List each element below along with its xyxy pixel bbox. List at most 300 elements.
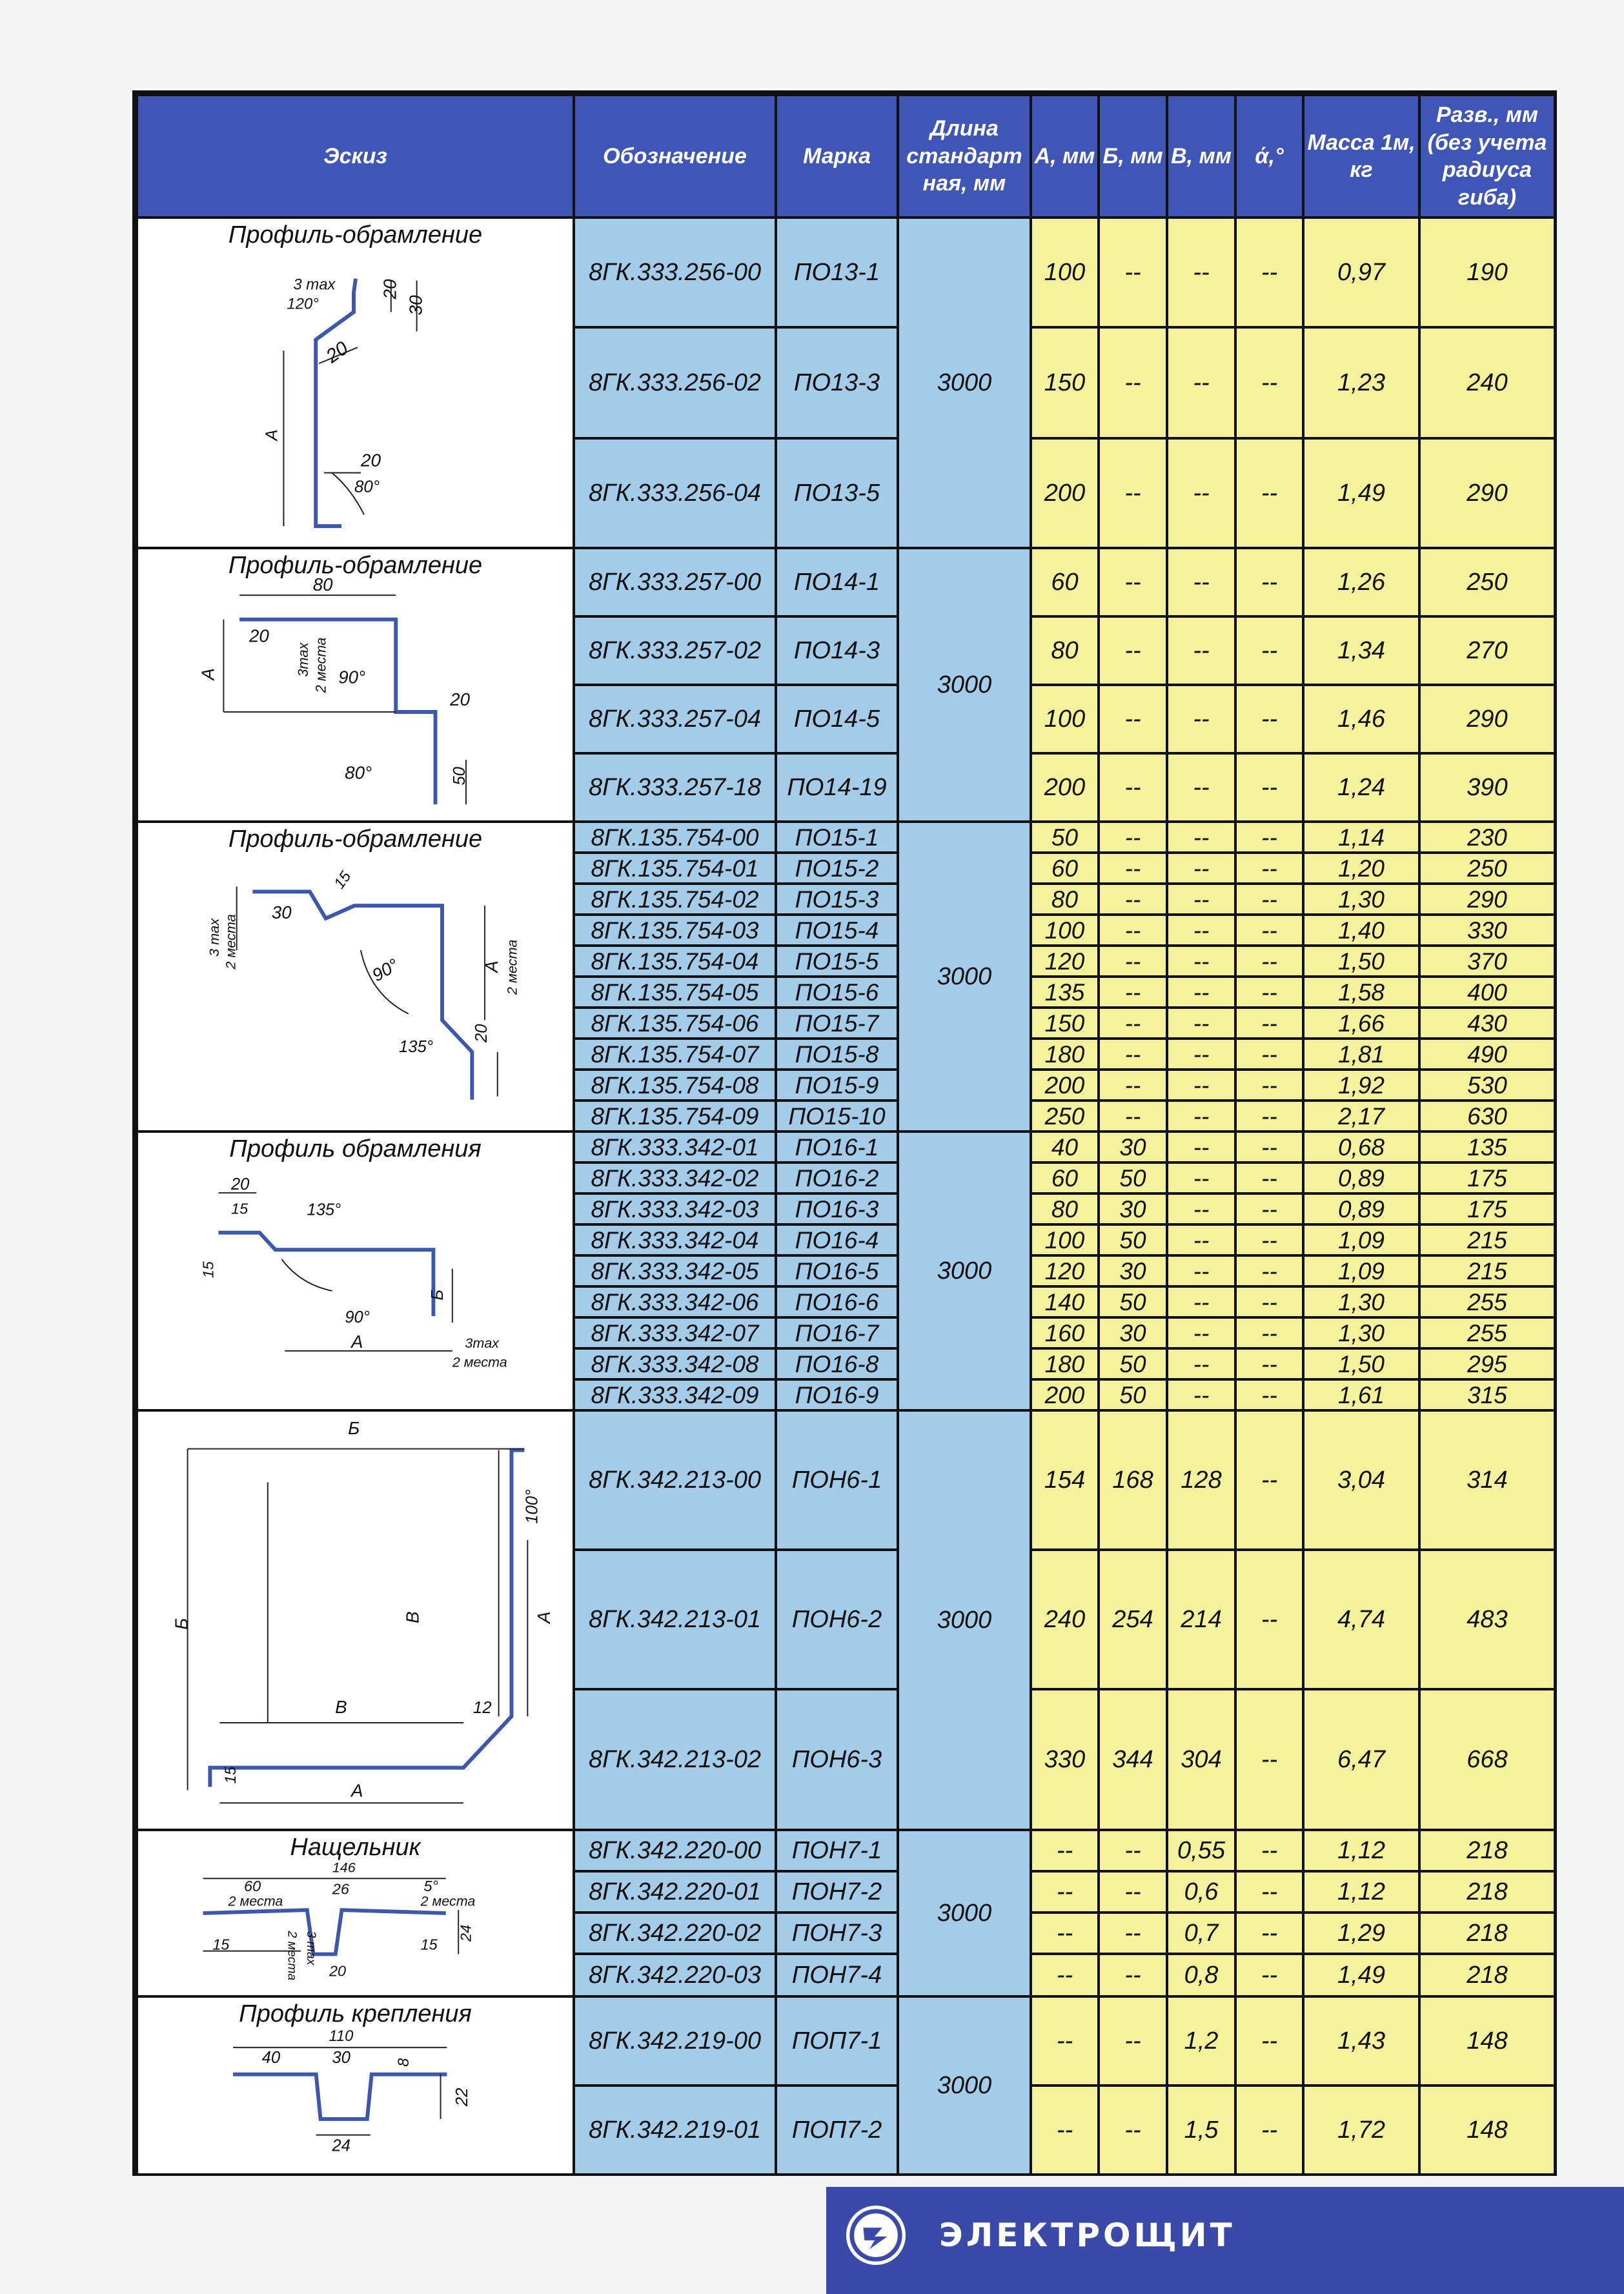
sketch-label: 90° [369,954,402,986]
mark-cell: ПОН6-1 [776,1410,898,1550]
sketch-label: 24 [457,1924,474,1942]
mass-cell: 1,20 [1303,853,1419,884]
brand-name: ЭЛЕКТРОЩИТ [939,2217,1235,2254]
mark-cell: ПО14-5 [776,685,898,753]
angle-cell: -- [1235,1193,1303,1224]
a-cell: 140 [1031,1286,1099,1317]
razv-cell: 175 [1419,1162,1555,1193]
b-cell: 50 [1099,1286,1167,1317]
angle-cell: -- [1235,1954,1303,1996]
razv-cell: 215 [1419,1224,1555,1255]
designation-cell: 8ГК.135.754-05 [574,977,776,1008]
designation-cell: 8ГК.333.342-06 [574,1286,776,1317]
mass-cell: 1,92 [1303,1070,1419,1101]
razv-cell: 240 [1419,327,1555,438]
a-cell: 330 [1031,1689,1099,1830]
sketch-label: 15 [330,868,355,892]
mass-cell: 1,14 [1303,822,1419,853]
a-cell: 100 [1031,218,1099,327]
mark-cell: ПО15-9 [776,1070,898,1101]
v-cell: -- [1167,1379,1235,1410]
b-cell: -- [1099,884,1167,915]
mark-cell: ПО16-5 [776,1255,898,1286]
b-cell: -- [1099,822,1167,853]
razv-cell: 490 [1419,1039,1555,1070]
sketch-label: 24 [332,2137,350,2155]
electroshchit-logo-icon [844,2204,908,2267]
mass-cell: 1,66 [1303,1008,1419,1039]
b-cell: -- [1099,218,1167,327]
v-cell: 0,7 [1167,1913,1235,1954]
razv-cell: 270 [1419,616,1555,685]
razv-cell: 175 [1419,1193,1555,1224]
sketch-label: 26 [332,1880,349,1898]
sketch-cell [137,1410,574,1830]
mark-cell: ПО15-2 [776,853,898,884]
a-cell: 250 [1031,1101,1099,1132]
angle-cell: -- [1235,853,1303,884]
angle-cell: -- [1235,1871,1303,1913]
razv-cell: 135 [1419,1132,1555,1162]
b-cell: 50 [1099,1162,1167,1193]
mass-cell: 0,97 [1303,218,1419,327]
mass-cell: 1,30 [1303,1286,1419,1317]
v-cell: -- [1167,438,1235,548]
designation-cell: 8ГК.342.220-01 [574,1871,776,1913]
angle-cell: -- [1235,977,1303,1008]
mark-cell: ПОН6-3 [776,1689,898,1830]
designation-cell: 8ГК.342.220-02 [574,1913,776,1954]
b-cell: -- [1099,853,1167,884]
b-cell: -- [1099,1070,1167,1101]
mark-cell: ПО14-3 [776,616,898,685]
b-cell: -- [1099,1996,1167,2086]
designation-cell: 8ГК.333.257-18 [574,753,776,822]
designation-cell: 8ГК.135.754-02 [574,884,776,915]
a-cell: 240 [1031,1550,1099,1689]
v-cell: -- [1167,1070,1235,1101]
angle-cell: -- [1235,1913,1303,1954]
b-cell: 50 [1099,1379,1167,1410]
sketch-label: 5° [423,1877,438,1894]
mark-cell: ПО16-8 [776,1348,898,1379]
mass-cell: 1,49 [1303,1954,1419,1996]
sketch-title: Профиль-обрамление [228,552,483,579]
sketch-label: 2 места [228,1893,283,1909]
b-cell: -- [1099,1913,1167,1954]
mass-cell: 0,89 [1303,1193,1419,1224]
b-cell: 30 [1099,1255,1167,1286]
header-mass: Масса 1м, кг [1303,95,1419,218]
angle-cell: -- [1235,1286,1303,1317]
razv-cell: 295 [1419,1348,1555,1379]
designation-cell: 8ГК.333.342-09 [574,1379,776,1410]
b-cell: -- [1099,438,1167,548]
a-cell: 154 [1031,1410,1099,1550]
a-cell: 80 [1031,616,1099,685]
a-cell: 50 [1031,822,1099,853]
razv-cell: 314 [1419,1410,1555,1550]
razv-cell: 290 [1419,438,1555,548]
sketch-drawing [138,1831,572,1995]
razv-cell: 215 [1419,1255,1555,1286]
mark-cell: ПО15-5 [776,946,898,977]
a-cell: 40 [1031,1132,1099,1162]
sketch-label: A [351,1780,363,1801]
length-cell: 3000 [898,1410,1031,1830]
a-cell: 200 [1031,1070,1099,1101]
v-cell: -- [1167,753,1235,822]
header-sketch: Эскиз [137,95,574,218]
razv-cell: 290 [1419,685,1555,753]
b-cell: 50 [1099,1348,1167,1379]
v-cell: 1,5 [1167,2086,1235,2175]
razv-cell: 430 [1419,1008,1555,1039]
mass-cell: 3,04 [1303,1410,1419,1550]
sketch-label: Б [171,1618,192,1630]
designation-cell: 8ГК.333.342-03 [574,1193,776,1224]
a-cell: 60 [1031,1162,1099,1193]
mark-cell: ПО13-1 [776,218,898,327]
sketch-label: 80° [354,478,380,496]
sketch-label: 30 [332,2048,350,2067]
angle-cell: -- [1235,1348,1303,1379]
header-row [137,95,1555,218]
v-cell: -- [1167,1039,1235,1070]
mass-cell: 1,12 [1303,1871,1419,1913]
length-cell: 3000 [898,1830,1031,1996]
spec-sheet [132,90,1557,2176]
razv-cell: 255 [1419,1317,1555,1348]
mark-cell: ПО16-2 [776,1162,898,1193]
mark-cell: ПОН7-2 [776,1871,898,1913]
a-cell: 120 [1031,946,1099,977]
mark-cell: ПОП7-1 [776,1996,898,2086]
mark-cell: ПО15-8 [776,1039,898,1070]
mark-cell: ПО16-6 [776,1286,898,1317]
designation-cell: 8ГК.342.219-00 [574,1996,776,2086]
angle-cell: -- [1235,616,1303,685]
b-cell: -- [1099,1039,1167,1070]
sketch-label: 3max [294,642,311,677]
a-cell: -- [1031,2086,1099,2175]
b-cell: -- [1099,1954,1167,1996]
designation-cell: 8ГК.342.220-03 [574,1954,776,1996]
sketch-title: Профиль-обрамление [228,221,483,249]
mass-cell: 1,30 [1303,884,1419,915]
mark-cell: ПО13-3 [776,327,898,438]
sketch-label: 146 [332,1860,356,1876]
a-cell: 200 [1031,438,1099,548]
sketch-label: B [402,1611,423,1623]
sketch-label: B [335,1697,347,1718]
mark-cell: ПО16-9 [776,1379,898,1410]
b-cell: -- [1099,1871,1167,1913]
header-a: А, мм [1031,95,1099,218]
b-cell: 254 [1099,1550,1167,1689]
mass-cell: 1,40 [1303,915,1419,946]
b-cell: -- [1099,2086,1167,2175]
mass-cell: 4,74 [1303,1550,1419,1689]
v-cell: -- [1167,1255,1235,1286]
b-cell: -- [1099,977,1167,1008]
profiles-table [136,94,1556,2176]
sketch-label: 90° [345,1308,370,1326]
angle-cell: -- [1235,946,1303,977]
b-cell: -- [1099,1830,1167,1871]
mark-cell: ПО15-7 [776,1008,898,1039]
sketch-label: 20 [450,689,471,710]
sketch-label: 60 [244,1877,261,1894]
mark-cell: ПО15-6 [776,977,898,1008]
mark-cell: ПО16-1 [776,1132,898,1162]
b-cell: -- [1099,327,1167,438]
sketch-label: 90° [338,667,366,687]
v-cell: -- [1167,977,1235,1008]
sketch-label: 135° [399,1037,433,1056]
mass-cell: 2,17 [1303,1101,1419,1132]
mass-cell: 1,46 [1303,685,1419,753]
a-cell: 120 [1031,1255,1099,1286]
sketch-title: Нащельник [290,1834,421,1861]
angle-cell: -- [1235,822,1303,853]
sketch-label: 30 [271,902,292,922]
header-v: В, мм [1167,95,1235,218]
mass-cell: 6,47 [1303,1689,1419,1830]
length-cell: 3000 [898,1132,1031,1410]
sketch-label: 2 места [222,914,239,969]
angle-cell: -- [1235,1132,1303,1162]
sketch-label: 2 места [452,1354,507,1370]
sketch-label: 2 места [312,637,329,693]
sketch-label: 3 max [206,918,223,957]
sketch-label: 3 max [303,1931,318,1965]
mass-cell: 1,72 [1303,2086,1419,2175]
v-cell: 0,6 [1167,1871,1235,1913]
header-designation: Обозначение [574,95,776,218]
a-cell: 150 [1031,327,1099,438]
sketch-label: 15 [199,1261,217,1279]
sketch-label: 3 max [293,276,336,294]
b-cell: 344 [1099,1689,1167,1830]
b-cell: -- [1099,915,1167,946]
designation-cell: 8ГК.333.256-02 [574,327,776,438]
angle-cell: -- [1235,1317,1303,1348]
razv-cell: 190 [1419,218,1555,327]
razv-cell: 290 [1419,884,1555,915]
razv-cell: 483 [1419,1550,1555,1689]
sketch-cell [137,1830,574,1996]
brand-footer [826,2187,1624,2294]
mark-cell: ПО15-10 [776,1101,898,1132]
mass-cell: 1,58 [1303,977,1419,1008]
sketch-label: A [534,1611,554,1623]
v-cell: -- [1167,616,1235,685]
sketch-label: 135° [307,1201,341,1219]
angle-cell: -- [1235,1224,1303,1255]
designation-cell: 8ГК.333.257-02 [574,616,776,685]
sketch-label: 2 места [420,1893,476,1909]
sketch-label: 2 места [285,1931,299,1981]
v-cell: -- [1167,1286,1235,1317]
sketch-label: 20 [249,625,269,646]
v-cell: -- [1167,1101,1235,1132]
table-row [137,548,1555,616]
a-cell: 200 [1031,753,1099,822]
header-mark: Марка [776,95,898,218]
sketch-label: 110 [329,2028,354,2045]
b-cell: -- [1099,685,1167,753]
sketch-label: 2 места [503,939,520,995]
designation-cell: 8ГК.135.754-07 [574,1039,776,1070]
mass-cell: 0,89 [1303,1162,1419,1193]
v-cell: -- [1167,1008,1235,1039]
sketch-label: A [198,668,218,680]
a-cell: 150 [1031,1008,1099,1039]
designation-cell: 8ГК.333.342-01 [574,1132,776,1162]
a-cell: -- [1031,1871,1099,1913]
razv-cell: 255 [1419,1286,1555,1317]
v-cell: -- [1167,548,1235,616]
table-row [137,822,1555,853]
razv-cell: 148 [1419,2086,1555,2175]
designation-cell: 8ГК.135.754-00 [574,822,776,853]
angle-cell: -- [1235,1550,1303,1689]
b-cell: 50 [1099,1224,1167,1255]
v-cell: 0,55 [1167,1830,1235,1871]
angle-cell: -- [1235,685,1303,753]
sketch-title: Профиль крепления [239,2000,472,2027]
mark-cell: ПО16-4 [776,1224,898,1255]
sketch-label: A [481,960,502,973]
b-cell: 30 [1099,1132,1167,1162]
sketch-label: 3max [465,1335,500,1351]
mass-cell: 1,50 [1303,946,1419,977]
a-cell: 180 [1031,1348,1099,1379]
v-cell: -- [1167,1224,1235,1255]
designation-cell: 8ГК.135.754-06 [574,1008,776,1039]
v-cell: -- [1167,946,1235,977]
sketch-cell [137,822,574,1132]
angle-cell: -- [1235,438,1303,548]
v-cell: 304 [1167,1689,1235,1830]
mass-cell: 1,43 [1303,1996,1419,2086]
mass-cell: 1,29 [1303,1913,1419,1954]
sketch-label: 15 [231,1200,249,1217]
mark-cell: ПО16-7 [776,1317,898,1348]
mass-cell: 1,50 [1303,1348,1419,1379]
a-cell: -- [1031,1913,1099,1954]
sketch-label: 12 [472,1699,492,1718]
mark-cell: ПО15-3 [776,884,898,915]
designation-cell: 8ГК.342.219-01 [574,2086,776,2175]
sketch-drawing [138,1998,572,2173]
razv-cell: 315 [1419,1379,1555,1410]
sketch-label: A [263,429,281,441]
mass-cell: 0,68 [1303,1132,1419,1162]
angle-cell: -- [1235,753,1303,822]
length-cell: 3000 [898,218,1031,548]
razv-cell: 250 [1419,548,1555,616]
v-cell: -- [1167,1162,1235,1193]
a-cell: 160 [1031,1317,1099,1348]
mark-cell: ПО13-5 [776,438,898,548]
header-length: Длина стандарт ная, мм [898,95,1031,218]
angle-cell: -- [1235,218,1303,327]
sketch-label: 20 [329,1962,347,1980]
b-cell: -- [1099,548,1167,616]
sketch-label: 120° [287,295,319,313]
mark-cell: ПОН7-4 [776,1954,898,1996]
sketch-label: 22 [453,2087,472,2107]
mass-cell: 1,09 [1303,1255,1419,1286]
a-cell: 135 [1031,977,1099,1008]
angle-cell: -- [1235,1689,1303,1830]
mark-cell: ПО16-3 [776,1193,898,1224]
sketch-title: Профиль-обрамление [228,826,483,853]
mark-cell: ПО15-4 [776,915,898,946]
razv-cell: 148 [1419,1996,1555,2086]
angle-cell: -- [1235,1255,1303,1286]
b-cell: -- [1099,1101,1167,1132]
razv-cell: 390 [1419,753,1555,822]
razv-cell: 668 [1419,1689,1555,1830]
sketch-label: 100° [523,1489,542,1524]
razv-cell: 218 [1419,1954,1555,1996]
sketch-cell [137,1132,574,1410]
mass-cell: 1,30 [1303,1317,1419,1348]
length-cell: 3000 [898,548,1031,822]
a-cell: 200 [1031,1379,1099,1410]
a-cell: 180 [1031,1039,1099,1070]
sketch-label: 40 [261,2048,281,2067]
razv-cell: 218 [1419,1830,1555,1871]
v-cell: -- [1167,915,1235,946]
a-cell: -- [1031,1996,1099,2086]
b-cell: -- [1099,753,1167,822]
angle-cell: -- [1235,1996,1303,2086]
sketch-drawing [138,549,572,820]
designation-cell: 8ГК.333.257-00 [574,548,776,616]
a-cell: 100 [1031,1224,1099,1255]
designation-cell: 8ГК.135.754-04 [574,946,776,977]
designation-cell: 8ГК.342.220-00 [574,1830,776,1871]
angle-cell: -- [1235,1070,1303,1101]
mark-cell: ПО15-1 [776,822,898,853]
mass-cell: 1,81 [1303,1039,1419,1070]
a-cell: -- [1031,1830,1099,1871]
sketch-drawing [138,219,572,547]
v-cell: 128 [1167,1410,1235,1550]
b-cell: 30 [1099,1317,1167,1348]
mass-cell: 1,61 [1303,1379,1419,1410]
sketch-label: 30 [405,295,426,316]
sketch-drawing [138,1412,572,1829]
sketch-label: 15 [420,1936,438,1953]
mark-cell: ПОН7-1 [776,1830,898,1871]
sketch-label: 15 [212,1936,230,1953]
angle-cell: -- [1235,1039,1303,1070]
angle-cell: -- [1235,2086,1303,2175]
v-cell: -- [1167,884,1235,915]
sketch-drawing [138,823,572,1130]
designation-cell: 8ГК.342.213-01 [574,1550,776,1689]
designation-cell: 8ГК.333.342-07 [574,1317,776,1348]
mark-cell: ПОН7-3 [776,1913,898,1954]
b-cell: -- [1099,616,1167,685]
razv-cell: 218 [1419,1913,1555,1954]
angle-cell: -- [1235,884,1303,915]
